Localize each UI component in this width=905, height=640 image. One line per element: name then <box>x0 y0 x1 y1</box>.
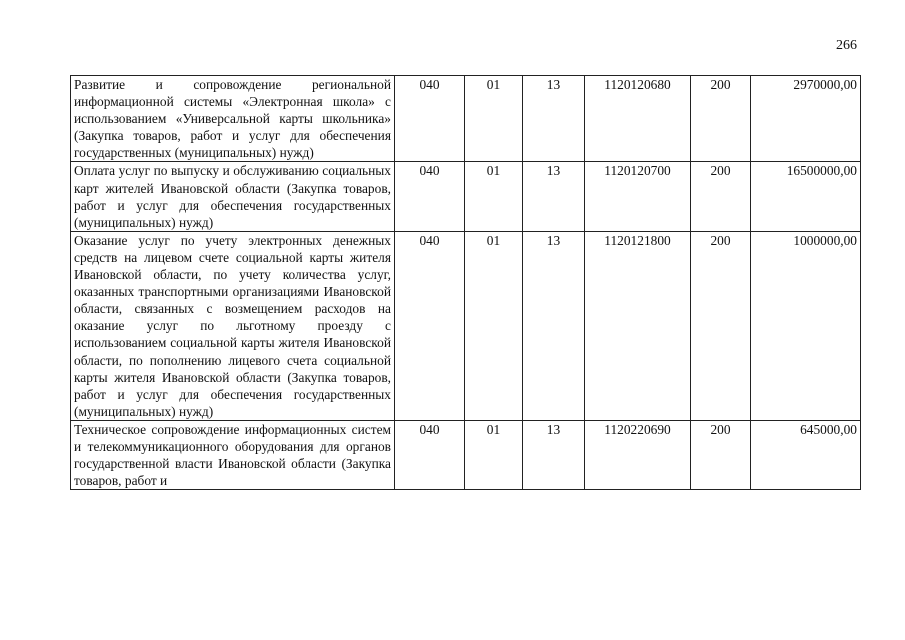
row-subsection-code: 13 <box>523 76 585 162</box>
row-description: Техническое сопровождение информационных систем и телекоммуникационного оборудования для органов государственной власти Ивановской области (Закупка товаров, работ и <box>71 420 395 489</box>
row-target-article: 1120220690 <box>585 420 691 489</box>
table-row <box>71 420 861 489</box>
row-amount: 16500000,00 <box>751 162 861 231</box>
row-section-code: 01 <box>465 76 523 162</box>
page-number: 266 <box>836 38 857 53</box>
row-target-article: 1120120700 <box>585 162 691 231</box>
row-section-code: 01 <box>465 162 523 231</box>
row-expense-type: 200 <box>691 162 751 231</box>
row-subsection-code: 13 <box>523 231 585 420</box>
row-description: Оказание услуг по учету электронных денежных средств на лицевом счете социальной карты жителя Ивановской области, по учету количества услуг, оказанных транспортными организациями Ивановской области, связанных с возмещением расходов на оказание услуг по льготному проезду с использованием социальной карты жителя Ивановской области, по пополнению лицевого счета социальной карты жителя Ивановской области (Закупка товаров, работ и услуг для обеспечения государственных (муниципальных) нужд) <box>71 231 395 420</box>
row-amount: 2970000,00 <box>751 76 861 162</box>
row-expense-type: 200 <box>691 420 751 489</box>
row-subsection-code: 13 <box>523 420 585 489</box>
row-section-code: 01 <box>465 420 523 489</box>
row-amount: 645000,00 <box>751 420 861 489</box>
row-amount: 1000000,00 <box>751 231 861 420</box>
row-ministry-code: 040 <box>395 162 465 231</box>
row-ministry-code: 040 <box>395 420 465 489</box>
row-expense-type: 200 <box>691 76 751 162</box>
row-target-article: 1120121800 <box>585 231 691 420</box>
budget-table <box>70 75 861 490</box>
row-ministry-code: 040 <box>395 231 465 420</box>
row-description: Развитие и сопровождение региональной информационной системы «Электронная школа» с использованием «Универсальной карты школьника» (Закупка товаров, работ и услуг для обеспечения государственных (муниципальных) нужд) <box>71 76 395 162</box>
table-row <box>71 231 861 420</box>
table-row <box>71 162 861 231</box>
row-section-code: 01 <box>465 231 523 420</box>
row-ministry-code: 040 <box>395 76 465 162</box>
row-expense-type: 200 <box>691 231 751 420</box>
table-row <box>71 76 861 162</box>
row-description: Оплата услуг по выпуску и обслуживанию социальных карт жителей Ивановской области (Закупка товаров, работ и услуг для обеспечения государственных (муниципальных) нужд) <box>71 162 395 231</box>
row-target-article: 1120120680 <box>585 76 691 162</box>
row-subsection-code: 13 <box>523 162 585 231</box>
